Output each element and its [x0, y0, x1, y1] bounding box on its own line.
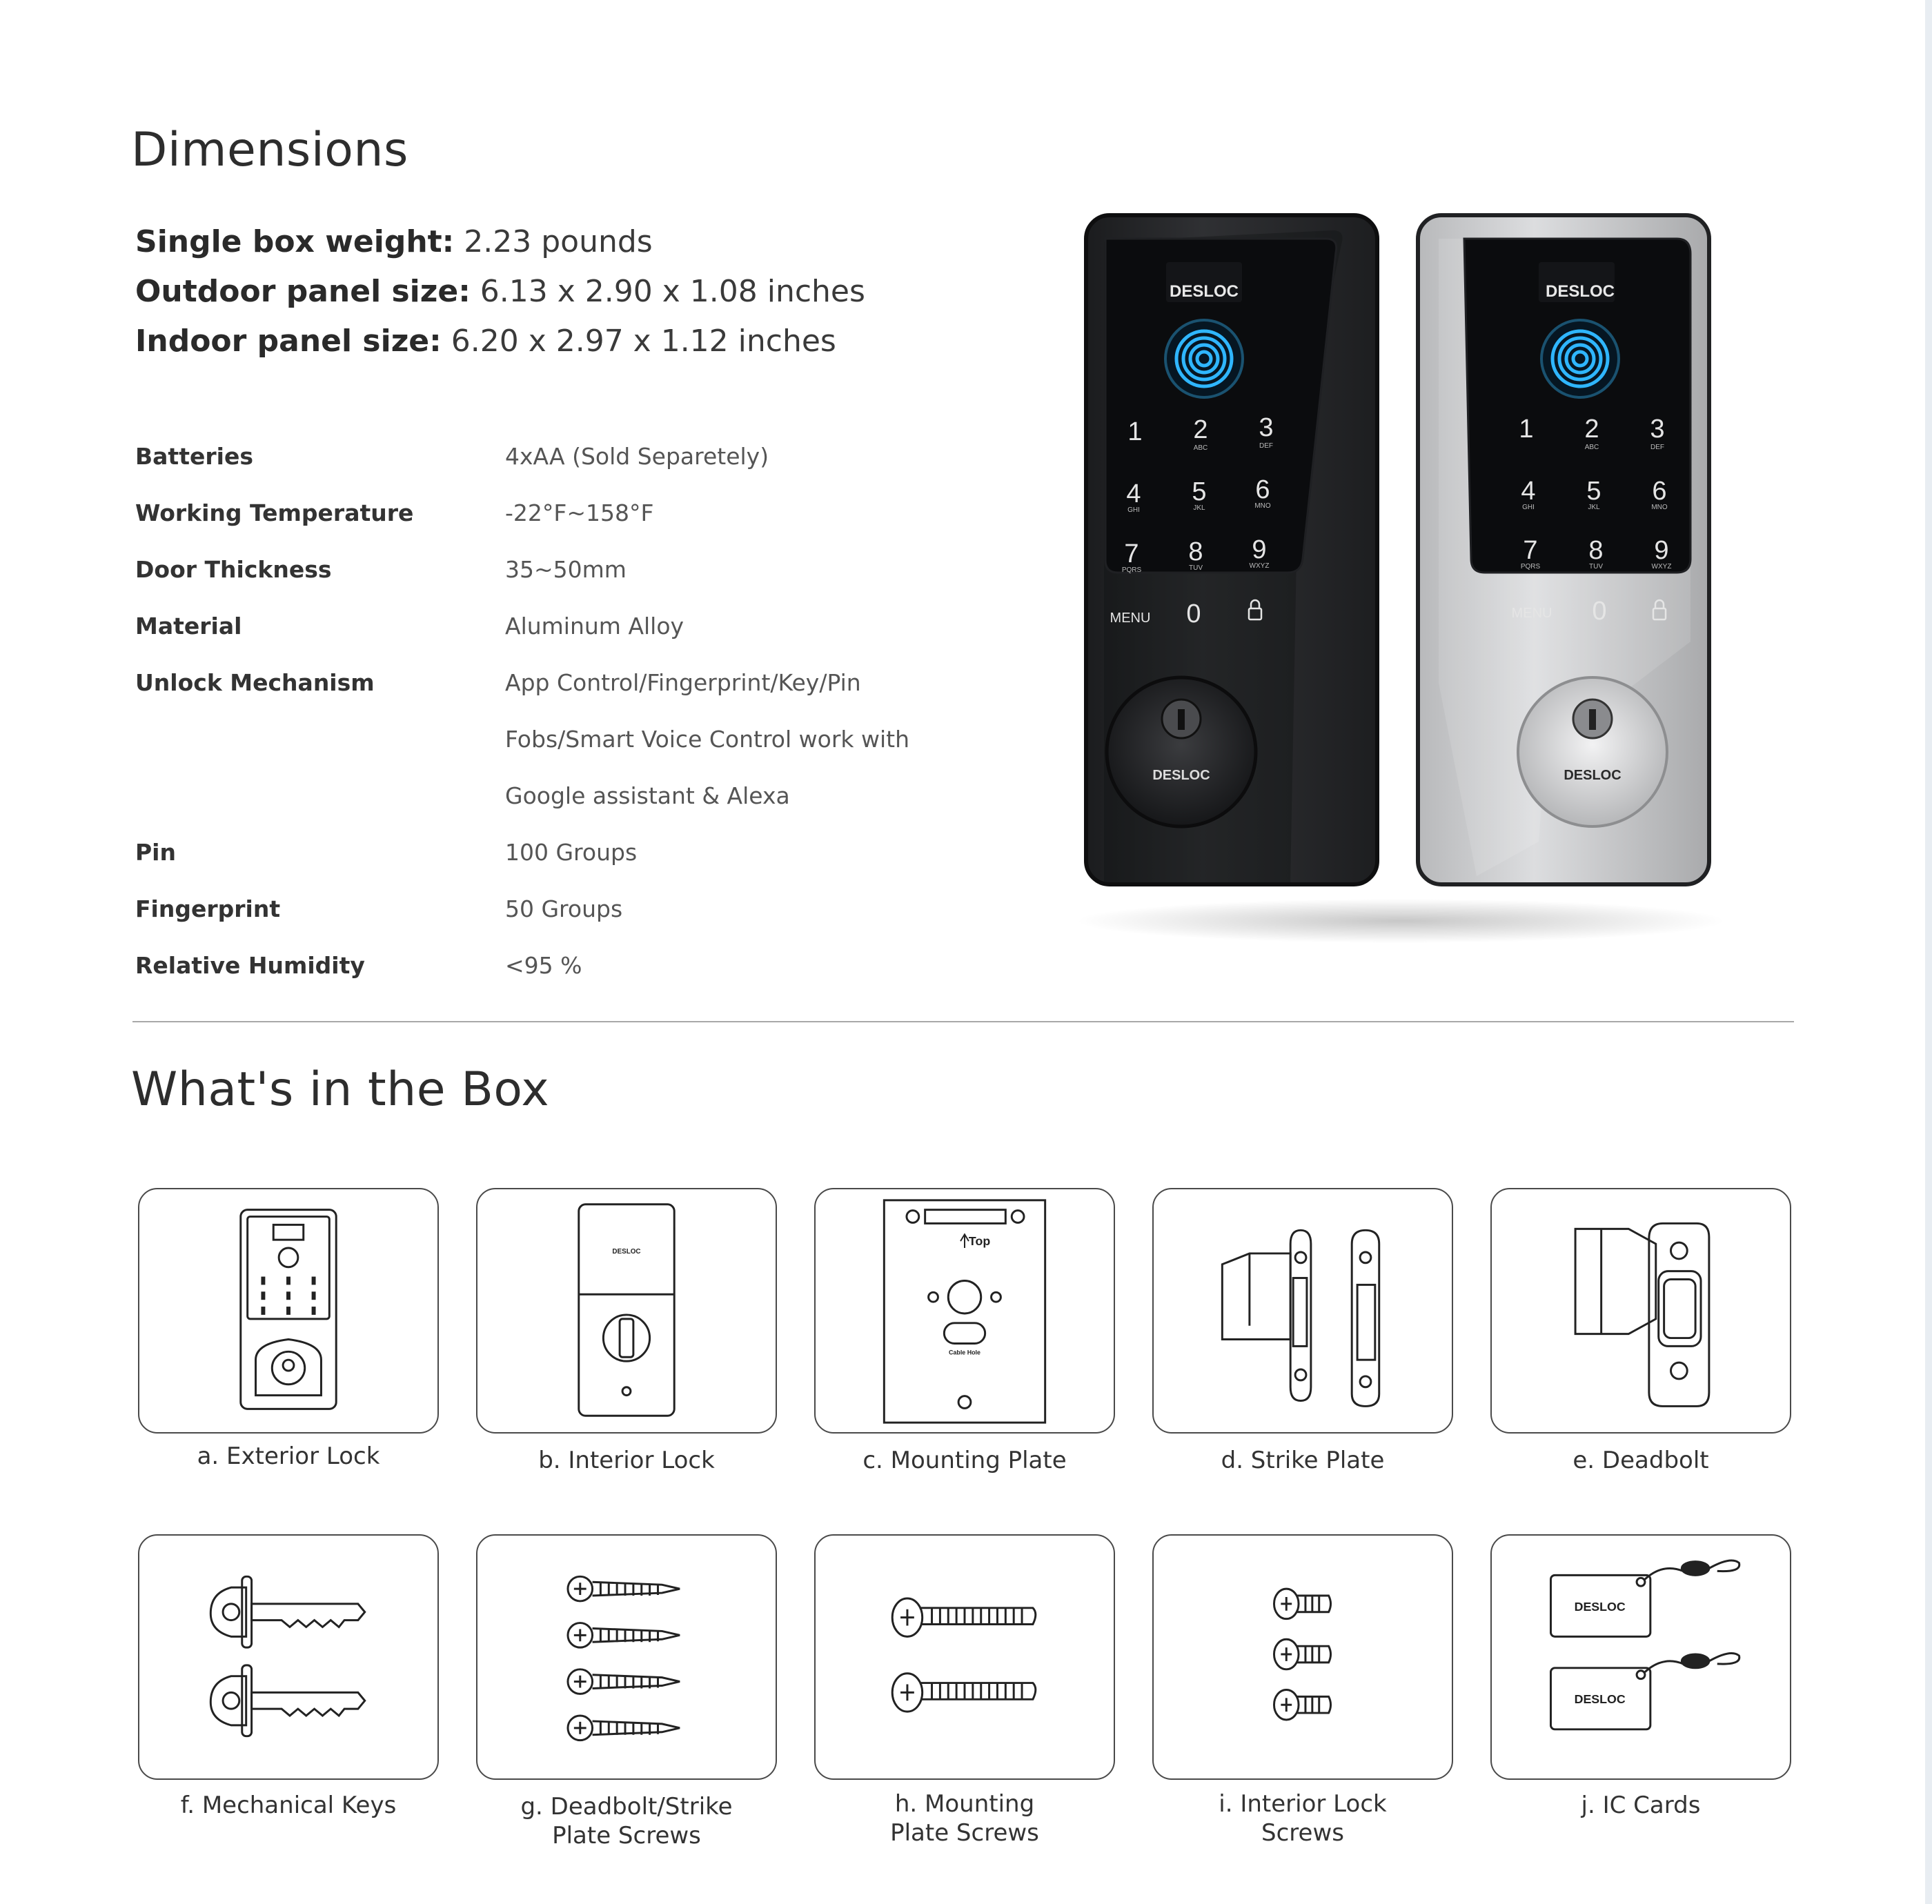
item-deadbolt — [1490, 1188, 1791, 1434]
caption-ic-cards: j. IC Cards — [1581, 1792, 1701, 1819]
silver-keyhole-slot — [1589, 709, 1596, 730]
key-6-letters: MNO — [1651, 504, 1668, 511]
summary-weight — [135, 224, 653, 259]
caption-interior-lock: b. Interior Lock — [538, 1447, 715, 1474]
summary-weight-label: Single box weight: — [135, 224, 455, 259]
key-8-letters: TUV — [1189, 564, 1203, 572]
spec-value: 50 Groups — [505, 895, 623, 922]
key-4: 4 — [1521, 477, 1536, 506]
key-9-letters: WXYZ — [1651, 563, 1672, 571]
arrow-up-icon — [960, 1234, 969, 1248]
spec-value: 35~50mm — [505, 556, 627, 583]
key-8: 8 — [1588, 536, 1604, 565]
key-1: 1 — [1519, 415, 1534, 444]
caption-mounting-plate-screws — [785, 1789, 1144, 1847]
caption-interior-lock-screws — [1123, 1789, 1482, 1847]
spec-value: Google assistant & Alexa — [505, 782, 790, 809]
summary-indoor-label: Indoor panel size: — [135, 324, 442, 359]
item-interior-lock-screws — [1152, 1534, 1453, 1780]
interior-lock-icon — [477, 1189, 776, 1432]
black-lock-brand: DESLOC — [1169, 282, 1239, 301]
key-7: 7 — [1523, 536, 1538, 565]
silver-lock — [1418, 215, 1709, 884]
key-4: 4 — [1126, 479, 1141, 508]
spec-label: Fingerprint — [135, 895, 281, 922]
item-mounting-plate — [814, 1188, 1115, 1434]
caption-mechanical-keys: f. Mechanical Keys — [180, 1792, 397, 1819]
spec-value: Fobs/Smart Voice Control work with — [505, 726, 910, 753]
cylinder-brand: DESLOC — [1152, 768, 1210, 783]
caption-line: Plate Screws — [890, 1819, 1039, 1847]
key-8: 8 — [1188, 537, 1203, 566]
product-shadow — [1076, 899, 1725, 943]
caption-line: i. Interior Lock — [1219, 1790, 1387, 1818]
caption-line: g. Deadbolt/Strike — [520, 1793, 733, 1821]
keyhole-slot — [1178, 709, 1185, 730]
key-menu: MENU — [1110, 611, 1151, 626]
key-9: 9 — [1252, 535, 1267, 564]
machine-screws-icon — [816, 1536, 1114, 1778]
caption-line: Plate Screws — [552, 1822, 701, 1850]
ic-cards-icon — [1492, 1536, 1790, 1778]
key-5-letters: JKL — [1588, 504, 1600, 511]
item-strike-plate — [1152, 1188, 1453, 1434]
spec-label: Door Thickness — [135, 556, 332, 583]
key-2: 2 — [1584, 415, 1599, 444]
interior-lock-brand: DESLOC — [612, 1247, 641, 1256]
caption-mounting-plate: c. Mounting Plate — [862, 1447, 1067, 1474]
spec-value: 4xAA (Sold Separetely) — [505, 443, 769, 470]
summary-outdoor-label: Outdoor panel size: — [135, 274, 471, 309]
spec-value: Aluminum Alloy — [505, 613, 684, 639]
item-interior-lock — [476, 1188, 777, 1434]
key-3: 3 — [1259, 413, 1274, 442]
caption-exterior-lock: a. Exterior Lock — [197, 1442, 380, 1470]
key-6: 6 — [1652, 477, 1667, 506]
key-2-letters: ABC — [1584, 444, 1599, 451]
caption-deadbolt-strike-screws — [447, 1792, 806, 1850]
summary-indoor — [135, 324, 836, 359]
item-deadbolt-strike-screws — [476, 1534, 777, 1780]
ic-card-brand: DESLOC — [1574, 1599, 1626, 1614]
caption-deadbolt: e. Deadbolt — [1573, 1447, 1709, 1474]
key-5: 5 — [1586, 477, 1601, 506]
key-7: 7 — [1124, 539, 1139, 568]
key-4-letters: GHI — [1522, 504, 1535, 511]
key-2-letters: ABC — [1193, 444, 1208, 452]
spec-label: Pin — [135, 839, 176, 866]
mounting-plate-hole-label: Cable Hole — [949, 1349, 980, 1356]
key-9-letters: WXYZ — [1249, 562, 1270, 570]
key-1: 1 — [1127, 417, 1143, 446]
dimensions-title: Dimensions — [131, 123, 408, 177]
summary-indoor-value: 6.20 x 2.97 x 1.12 inches — [441, 324, 836, 359]
section-divider — [132, 1021, 1794, 1022]
key-3-letters: DEF — [1650, 444, 1664, 451]
wood-screws-icon — [477, 1536, 776, 1778]
key-menu: MENU — [1511, 606, 1552, 621]
key-5-letters: JKL — [1193, 504, 1205, 512]
ic-card-brand: DESLOC — [1574, 1692, 1626, 1707]
item-ic-cards — [1490, 1534, 1791, 1780]
key-3: 3 — [1650, 415, 1665, 444]
item-mounting-plate-screws — [814, 1534, 1115, 1780]
key-8-letters: TUV — [1589, 563, 1603, 571]
box-title: What's in the Box — [131, 1062, 550, 1117]
key-0: 0 — [1592, 597, 1607, 626]
spec-value: -22°F~158°F — [505, 499, 654, 526]
summary-outdoor — [135, 274, 865, 309]
item-exterior-lock — [138, 1188, 439, 1434]
key-7-letters: PQRS — [1121, 566, 1142, 574]
mounting-plate-icon — [816, 1189, 1114, 1432]
spec-label: Working Temperature — [135, 499, 414, 526]
spec-label: Relative Humidity — [135, 952, 365, 979]
spec-label: Material — [135, 613, 242, 639]
caption-line: h. Mounting — [894, 1790, 1035, 1818]
summary-weight-value: 2.23 pounds — [454, 224, 653, 259]
exterior-lock-icon — [139, 1189, 437, 1432]
mounting-plate-top-label: Top — [968, 1234, 991, 1249]
page-right-edge — [1925, 0, 1932, 1904]
strike-plate-icon — [1154, 1189, 1452, 1432]
key-0: 0 — [1186, 599, 1201, 628]
spec-label: Batteries — [135, 443, 253, 470]
short-screws-icon — [1154, 1536, 1452, 1778]
key-7-letters: PQRS — [1520, 563, 1541, 571]
summary-outdoor-value: 6.13 x 2.90 x 1.08 inches — [470, 274, 865, 309]
spec-value: 100 Groups — [505, 839, 638, 866]
silver-lock-brand: DESLOC — [1545, 282, 1615, 301]
caption-line: Screws — [1261, 1819, 1344, 1847]
key-4-letters: GHI — [1127, 506, 1140, 514]
key-2: 2 — [1193, 415, 1208, 444]
spec-value: App Control/Fingerprint/Key/Pin — [505, 669, 861, 696]
key-5: 5 — [1192, 477, 1207, 506]
key-9: 9 — [1654, 536, 1669, 565]
caption-strike-plate: d. Strike Plate — [1221, 1447, 1385, 1474]
key-6: 6 — [1255, 475, 1270, 504]
black-lock — [1086, 215, 1377, 884]
spec-label: Unlock Mechanism — [135, 669, 375, 696]
product-image — [1063, 200, 1739, 959]
keys-icon — [139, 1536, 437, 1778]
spec-value: <95 % — [505, 952, 582, 979]
key-3-letters: DEF — [1259, 442, 1273, 450]
silver-cylinder-brand: DESLOC — [1564, 768, 1621, 783]
deadbolt-icon — [1492, 1189, 1790, 1432]
item-mechanical-keys — [138, 1534, 439, 1780]
key-6-letters: MNO — [1254, 502, 1271, 510]
